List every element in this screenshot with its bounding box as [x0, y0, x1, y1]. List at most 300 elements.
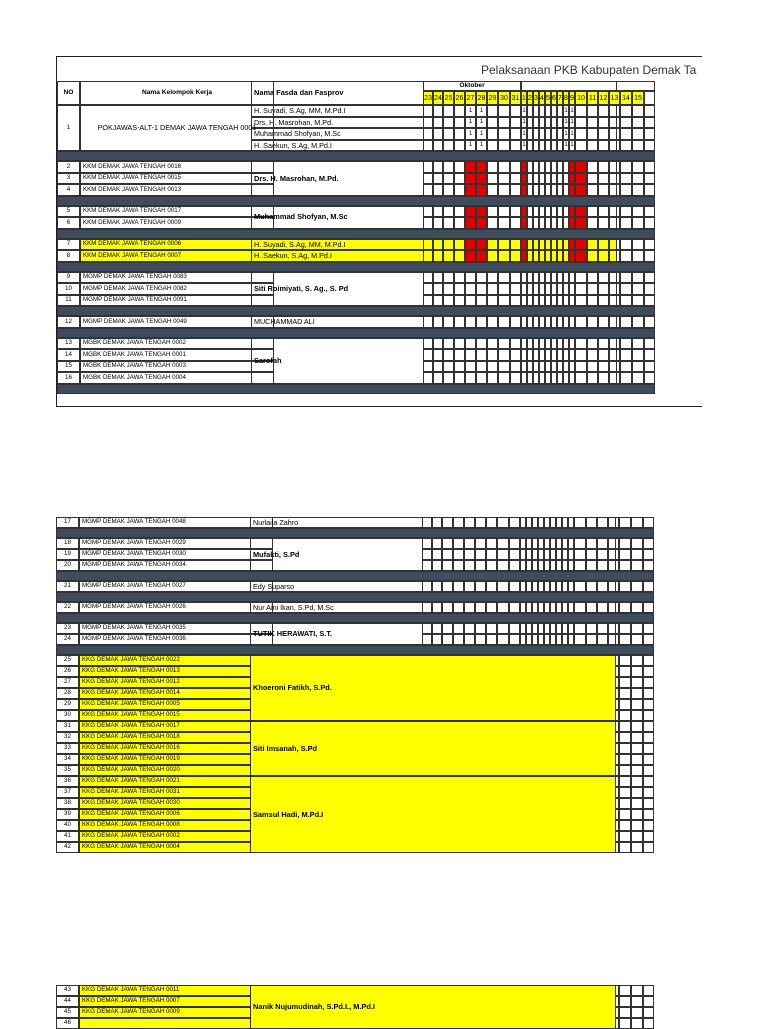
day-header-4: 4	[539, 91, 545, 105]
day-cell	[510, 117, 521, 129]
row-number: 1	[57, 105, 80, 151]
day-cell	[454, 105, 465, 117]
row-number: 16	[57, 372, 80, 384]
day-cell	[620, 117, 632, 129]
row-number: 40	[56, 820, 79, 831]
day-cell	[510, 128, 521, 140]
day-cell	[619, 623, 631, 634]
day-cell	[620, 272, 632, 284]
fasda-name: MUCHAMMAD ALI	[251, 316, 617, 328]
day-cell	[631, 517, 643, 528]
day-cell	[632, 217, 644, 229]
day-cell	[498, 128, 510, 140]
day-cell	[486, 602, 497, 613]
day-cell	[587, 140, 598, 152]
day-cell	[509, 581, 520, 592]
day-cell	[574, 602, 586, 613]
day-cell: 1	[465, 117, 476, 129]
day-cell	[619, 655, 631, 666]
day-cell	[644, 338, 655, 350]
row-number: 27	[56, 677, 79, 688]
day-cell	[443, 239, 454, 251]
day-cell: 1	[569, 128, 575, 140]
day-cell	[643, 538, 654, 549]
fasda-name: Sarofah	[251, 338, 617, 384]
day-cell	[510, 140, 521, 152]
day-cell	[443, 105, 454, 117]
day-cell	[487, 128, 498, 140]
day-cell	[631, 677, 643, 688]
day-cell	[631, 655, 643, 666]
day-cell	[643, 743, 654, 754]
fasda-name: Siti Imsanah, S.Pd	[250, 721, 616, 776]
day-cell	[619, 549, 631, 560]
row-number: 23	[56, 623, 79, 634]
table-row	[57, 316, 702, 328]
day-header-8: 8	[563, 91, 569, 105]
day-cell	[619, 721, 631, 732]
day-cell	[453, 602, 464, 613]
day-cell	[643, 1007, 654, 1018]
day-cell	[644, 184, 655, 196]
day-cell	[442, 517, 453, 528]
separator-row	[56, 613, 701, 623]
row-number: 6	[57, 217, 80, 229]
day-cell	[644, 372, 655, 384]
day-cell	[575, 250, 587, 262]
day-cell: 1	[569, 140, 575, 152]
day-cell	[598, 239, 609, 251]
kelompok-name: KKG DEMAK JAWA TENGAH 0008	[79, 820, 273, 831]
day-cell	[631, 842, 643, 853]
day-header-26: 26	[454, 91, 465, 105]
day-cell	[620, 239, 632, 251]
day-cell	[423, 117, 433, 129]
day-cell	[487, 239, 498, 251]
day-cell	[422, 517, 432, 528]
day-header-2: 2	[527, 91, 533, 105]
day-cell	[644, 173, 655, 185]
day-cell	[465, 250, 476, 262]
day-header-27: 27	[465, 91, 476, 105]
row-number: 19	[56, 549, 79, 560]
row-number: 20	[56, 560, 79, 571]
separator-row	[56, 528, 701, 538]
day-cell	[620, 140, 632, 152]
day-cell	[509, 517, 520, 528]
day-cell	[631, 710, 643, 721]
day-cell	[644, 250, 655, 262]
row-number: 29	[56, 699, 79, 710]
day-cell	[443, 250, 454, 262]
day-cell	[587, 105, 598, 117]
day-header-25: 25	[443, 91, 454, 105]
fasda-name: Samsul Hadi, M.Pd.I	[250, 776, 616, 853]
row-number: 17	[56, 517, 79, 528]
day-cell	[598, 117, 609, 129]
fasda-name: H. Suyadi, S.Ag, MM, M.Pd.I	[251, 105, 617, 117]
row-number: 22	[56, 602, 79, 613]
day-cell: 1	[521, 105, 527, 117]
day-cell	[598, 128, 609, 140]
day-cell	[643, 634, 654, 645]
day-cell	[632, 117, 644, 129]
day-cell	[433, 105, 443, 117]
row-number: 8	[57, 250, 80, 262]
row-number: 31	[56, 721, 79, 732]
row-number: 15	[57, 361, 80, 373]
day-cell	[620, 217, 632, 229]
day-cell	[443, 128, 454, 140]
fasda-name: Nanik Nujumudinah, S.Pd.I., M.Pd.I	[250, 985, 616, 1029]
day-cell: 1	[465, 105, 476, 117]
row-number: 13	[57, 338, 80, 350]
day-header-30: 30	[498, 91, 510, 105]
day-header-29: 29	[487, 91, 498, 105]
day-cell	[644, 206, 655, 218]
day-cell: 1	[476, 117, 487, 129]
day-cell	[587, 117, 598, 129]
day-cell: 1	[563, 140, 569, 152]
day-cell	[498, 239, 510, 251]
kelompok-name: KKG DEMAK JAWA TENGAH 0014	[79, 688, 273, 699]
day-cell	[643, 699, 654, 710]
fasda-name: Edy Suparso	[250, 581, 616, 592]
day-cell	[432, 602, 442, 613]
day-cell: 1	[476, 140, 487, 152]
row-number: 24	[56, 634, 79, 645]
day-cell	[631, 743, 643, 754]
day-cell	[497, 581, 509, 592]
day-cell	[632, 250, 644, 262]
day-cell	[422, 581, 432, 592]
day-cell	[598, 316, 609, 328]
separator	[57, 328, 655, 338]
kelompok-name: KKG DEMAK JAWA TENGAH 0022	[79, 655, 273, 666]
day-header-11: 11	[587, 91, 598, 105]
kelompok-name: KKG DEMAK JAWA TENGAH 0031	[79, 787, 273, 798]
day-cell	[433, 239, 443, 251]
day-cell	[443, 316, 454, 328]
separator-row	[56, 592, 701, 602]
day-cell	[643, 985, 654, 996]
day-cell	[476, 239, 487, 251]
day-cell	[620, 349, 632, 361]
day-cell	[575, 140, 587, 152]
day-cell	[632, 206, 644, 218]
day-header-15: 15	[632, 91, 644, 105]
separator-row	[57, 151, 702, 161]
day-cell	[632, 128, 644, 140]
kelompok-name: KKG DEMAK JAWA TENGAH 0009	[79, 1007, 273, 1018]
separator	[56, 571, 654, 581]
day-cell	[631, 809, 643, 820]
day-cell	[619, 677, 631, 688]
day-cell	[643, 787, 654, 798]
separator	[56, 528, 654, 538]
day-cell	[443, 140, 454, 152]
day-cell	[608, 602, 619, 613]
day-header-extra	[644, 91, 655, 105]
kelompok-name: MGMP DEMAK JAWA TENGAH 0030	[79, 549, 273, 560]
day-cell	[510, 105, 521, 117]
row-number: 33	[56, 743, 79, 754]
kelompok-name: KKG DEMAK JAWA TENGAH 0030	[79, 798, 273, 809]
day-cell	[632, 283, 644, 295]
day-cell	[643, 754, 654, 765]
day-cell	[608, 517, 619, 528]
day-cell	[423, 316, 433, 328]
day-cell	[609, 140, 620, 152]
day-cell	[498, 250, 510, 262]
day-cell	[643, 710, 654, 721]
day-cell	[643, 655, 654, 666]
day-cell	[442, 602, 453, 613]
day-cell	[609, 128, 620, 140]
day-cell	[644, 117, 655, 129]
day-cell	[620, 295, 632, 307]
day-cell	[632, 361, 644, 373]
kelompok-name: KKG DEMAK JAWA TENGAH 0013	[79, 666, 273, 677]
day-cell	[575, 128, 587, 140]
day-cell	[643, 721, 654, 732]
fasda-name: Khoeroni Fatikh, S.Pd.	[250, 655, 616, 721]
day-cell	[465, 316, 476, 328]
day-cell	[644, 161, 655, 173]
day-cell	[619, 985, 631, 996]
day-cell	[644, 316, 655, 328]
day-cell	[423, 128, 433, 140]
day-cell	[586, 581, 597, 592]
day-cell	[643, 581, 654, 592]
row-number: 42	[56, 842, 79, 853]
day-cell	[575, 105, 587, 117]
day-cell	[631, 688, 643, 699]
row-number: 43	[56, 985, 79, 996]
day-cell	[432, 517, 442, 528]
month-next	[521, 81, 655, 91]
day-cell	[433, 128, 443, 140]
day-cell	[632, 184, 644, 196]
fasda-name: TUTIK HERAWATI, S.T.	[250, 623, 616, 645]
day-cell	[598, 105, 609, 117]
separator	[56, 645, 654, 655]
fasda-name: Siti Roimiyati, S. Ag., S. Pd	[251, 272, 617, 307]
row-number: 12	[57, 316, 80, 328]
day-header-31: 31	[510, 91, 521, 105]
day-cell	[643, 820, 654, 831]
day-cell	[574, 517, 586, 528]
day-cell	[498, 117, 510, 129]
row-number: 28	[56, 688, 79, 699]
day-cell	[575, 239, 587, 251]
day-cell	[597, 517, 608, 528]
day-header-23: 23	[423, 91, 433, 105]
day-cell: 1	[563, 117, 569, 129]
month-header	[57, 81, 702, 91]
day-cell	[510, 250, 521, 262]
day-cell	[442, 581, 453, 592]
page-title: Pelaksanaan PKB Kabupaten Demak Ta	[481, 63, 697, 77]
day-cell	[631, 754, 643, 765]
day-cell	[632, 338, 644, 350]
day-cell	[433, 140, 443, 152]
row-number: 3	[57, 173, 80, 185]
day-cell	[587, 239, 598, 251]
day-cell	[454, 250, 465, 262]
row-number: 2	[57, 161, 80, 173]
day-cell	[619, 688, 631, 699]
day-cell	[619, 666, 631, 677]
day-cell	[423, 250, 433, 262]
day-cell	[598, 140, 609, 152]
table-row	[56, 602, 701, 613]
day-cell	[632, 105, 644, 117]
day-cell	[631, 776, 643, 787]
day-header-7: 7	[557, 91, 563, 105]
day-cell	[464, 581, 475, 592]
day-cell	[487, 316, 498, 328]
row-number: 18	[56, 538, 79, 549]
kelompok-name: MGMP DEMAK JAWA TENGAH 0048	[79, 517, 273, 528]
day-cell	[619, 798, 631, 809]
kelompok-name: KKG DEMAK JAWA TENGAH 0021	[79, 776, 273, 787]
day-cell	[609, 105, 620, 117]
day-cell	[620, 316, 632, 328]
separator-row	[57, 262, 702, 272]
day-cell	[632, 140, 644, 152]
kelompok-name: MGBK DEMAK JAWA TENGAH 0002	[80, 338, 274, 350]
kelompok-name: MGMP DEMAK JAWA TENGAH 0026	[79, 602, 273, 613]
row-number: 30	[56, 710, 79, 721]
table-row	[57, 250, 702, 262]
day-cell	[498, 105, 510, 117]
day-header-24: 24	[433, 91, 443, 105]
day-cell	[631, 831, 643, 842]
row-number: 37	[56, 787, 79, 798]
day-cell	[453, 517, 464, 528]
day-cell	[619, 732, 631, 743]
day-cell	[487, 140, 498, 152]
day-cell	[454, 239, 465, 251]
day-cell	[644, 361, 655, 373]
day-cell	[620, 161, 632, 173]
fasda-name: Muhammad Shofyan, M.Sc	[251, 206, 617, 229]
day-cell	[619, 581, 631, 592]
kelompok-name: MGBK DEMAK JAWA TENGAH 0001	[80, 349, 274, 361]
day-cell	[620, 283, 632, 295]
day-cell	[632, 372, 644, 384]
day-cell	[454, 128, 465, 140]
day-cell	[509, 602, 520, 613]
day-cell: 1	[521, 128, 527, 140]
row-number: 46	[56, 1018, 79, 1029]
day-cell	[643, 688, 654, 699]
fasda-name: Nurlaila Zahro	[250, 517, 616, 528]
day-cell	[631, 699, 643, 710]
day-cell	[464, 517, 475, 528]
day-cell	[476, 250, 487, 262]
day-cell	[643, 677, 654, 688]
day-cell	[587, 250, 598, 262]
separator-row	[57, 229, 702, 239]
day-cell	[643, 809, 654, 820]
day-cell	[631, 538, 643, 549]
kelompok-name: KKG DEMAK JAWA TENGAH 0004	[79, 842, 273, 853]
row-number: 39	[56, 809, 79, 820]
separator-row	[56, 571, 701, 581]
day-cell	[454, 316, 465, 328]
day-cell	[619, 538, 631, 549]
row-number: 14	[57, 349, 80, 361]
fasda-name: Mufakti, S.Pd	[250, 538, 616, 571]
day-cell	[619, 754, 631, 765]
day-cell	[454, 140, 465, 152]
day-cell	[632, 295, 644, 307]
day-header-9: 9	[569, 91, 575, 105]
kelompok-name: KKG DEMAK JAWA TENGAH 0017	[79, 721, 273, 732]
day-cell	[632, 161, 644, 173]
day-cell	[619, 602, 631, 613]
day-cell	[423, 105, 433, 117]
day-cell	[643, 765, 654, 776]
day-cell	[644, 239, 655, 251]
day-cell	[510, 316, 521, 328]
day-cell	[433, 117, 443, 129]
day-cell	[475, 602, 486, 613]
separator	[56, 592, 654, 602]
day-cell	[433, 316, 443, 328]
kelompok-name: KKM DEMAK JAWA TENGAH 0013	[80, 184, 274, 196]
separator-row	[57, 306, 702, 316]
row-number: 26	[56, 666, 79, 677]
month-label: Oktober	[423, 81, 521, 91]
day-cell	[432, 581, 442, 592]
kelompok-name: MGBK DEMAK JAWA TENGAH 0003	[80, 361, 274, 373]
day-cell	[443, 117, 454, 129]
day-cell	[486, 581, 497, 592]
day-cell	[609, 117, 620, 129]
column-header-no: NO	[57, 81, 80, 105]
day-cell	[631, 602, 643, 613]
day-cell	[631, 666, 643, 677]
day-cell	[620, 250, 632, 262]
day-cell: 1	[465, 140, 476, 152]
day-cell	[465, 239, 476, 251]
kelompok-name: MGMP DEMAK JAWA TENGAH 0049	[80, 316, 274, 328]
separator-row	[56, 645, 701, 655]
fasda-name: H. Suyadi, S.Ag, MM, M.Pd.I	[251, 239, 617, 251]
separator	[57, 262, 655, 272]
day-cell	[609, 250, 620, 262]
day-cell	[475, 581, 486, 592]
day-cell: 1	[476, 105, 487, 117]
day-cell	[631, 721, 643, 732]
kelompok-name: MGMP DEMAK JAWA TENGAH 0027	[79, 581, 273, 592]
day-cell	[643, 732, 654, 743]
day-cell	[631, 1007, 643, 1018]
day-cell: 1	[569, 105, 575, 117]
day-cell	[643, 776, 654, 787]
day-cell	[487, 250, 498, 262]
day-cell: 1	[569, 117, 575, 129]
day-header-13: 13	[609, 91, 620, 105]
kelompok-name: MGMP DEMAK JAWA TENGAH 0034	[79, 560, 273, 571]
table-row	[56, 581, 701, 592]
day-cell	[510, 239, 521, 251]
day-cell	[619, 831, 631, 842]
day-header-12: 12	[598, 91, 609, 105]
